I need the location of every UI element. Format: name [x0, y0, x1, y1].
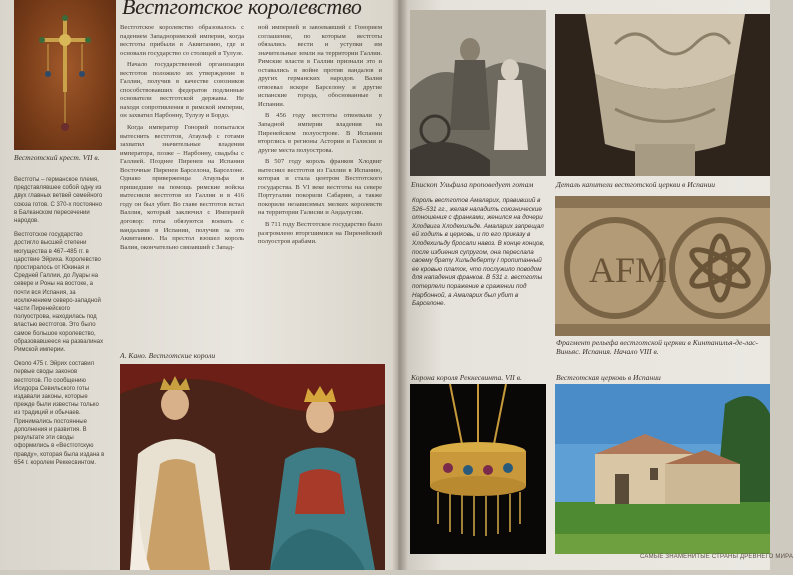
- crown-caption: Корона короля Реккесвинта. VII в.: [411, 373, 522, 382]
- body-paragraph: В 507 году король франков Хлодвиг вытеснил вестготов из Галлии в Испанию, которая и стала центром Вестготского государства. В VI веке вестготы на севере Португалии покорили Сабарию, а также покорили независимых мелких королевств на территории Галисии и Андалусии.: [258, 158, 382, 217]
- sidebar-paragraph: Вестготы – германское племя, представлявшее собой одну из двух главных ветвей семейного союза готов. С 370-х постоянно в Балканском пересечении народов.: [14, 177, 103, 225]
- church-caption: Вестготская церковь в Испании: [556, 373, 661, 382]
- page-title: Вестготское королевство: [122, 0, 362, 19]
- sidebar-paragraph: Около 475 г. Эйрих составил первые своды законов вестготов. По сообщению Исидора Севильского готы издавали законы, которые прежде были известны только из традиций и обычаев. Принимались постоянные дополнения и развития. В результате эти своды оформились в «Вестготскую правду», которая была издана в 654 г. королем Реккесвинтом.: [14, 361, 105, 466]
- capital-photo: [555, 14, 770, 176]
- visigothic-cross-photo: [14, 0, 116, 150]
- visigothic-church-photo: [555, 384, 770, 554]
- cross-icon: [14, 0, 116, 150]
- kings-illustration: [120, 364, 385, 570]
- church-illustration: [555, 384, 770, 554]
- capital-caption: Деталь капители вестготской церкви в Испании: [556, 180, 716, 189]
- ulfila-caption: Епископ Ульфила проповедует готам: [411, 180, 534, 189]
- body-paragraph: В 456 году вестготы отвоевали у Западной империи владения на Пиренейском полуострове. В Испании вторглись в регионы Астории и Галисии и другие места полуострова.: [258, 112, 382, 154]
- body-paragraph: Вестготское королевство образовалось с падением Западноримской империи, когда вестготы прибыли в Аквитанию, где и основали государство со столицей в Тулузе.: [120, 24, 244, 57]
- ulfila-illustration: [410, 10, 546, 176]
- sidebar-text: [14, 176, 106, 473]
- body-column-2: [258, 24, 382, 247]
- body-paragraph: Когда император Гонорий попытался вытеснить вестготов, Атаульф с готами захватил значительные владения императора, позже – Нарбонну, свадьбы с Галлией. Позднее Пиренеи на Испании Восточные Пиренеи Барселона, Барселоне. Однако приверженцы Атаульфа и пришедшие на помощь римские войска вытеснили вестготов из Галлии и в 416 году он был убит. Во главе вестготов встал Валлия, который заключил с Империей договор: готы обязуются воевать с вандалами в Испании, получив за это Аквитанию. На престол взошел король Валия, окончательно связавший с Запад-: [120, 124, 244, 251]
- ulfila-preaching-photo: [410, 10, 546, 176]
- relief-photo: [555, 196, 770, 336]
- visigothic-kings-painting: [120, 364, 385, 570]
- crown-icon: [410, 384, 546, 554]
- footer-series-title: САМЫЕ ЗНАМЕНИТЫЕ СТРАНЫ ДРЕВНЕГО МИРА: [640, 554, 793, 560]
- cross-caption: Вестготский крест. VII в.: [14, 153, 100, 162]
- body-paragraph: Начало государственной организации вестготов положило их утверждение в Галлии, получив в качестве союзников способствовавших федератов подлинные основатели вестготской державы. Не находя сопротивления в римской империи, он захватил Нарбонну, Тулузу и Бордо.: [120, 61, 244, 120]
- kings-caption: А. Кано. Вестготские короли: [120, 351, 216, 360]
- body-column-1: [120, 24, 244, 252]
- reccesvinth-crown-photo: [410, 384, 546, 554]
- sidebar-paragraph: Вестготское государство достигло высшей степени могущества в 467–485 гг. в царствие Эйриха. Королевство простиралось от Юкиная и Средней Галлии, до Луары на севере и Роны на востоке, а почти вся Испания, за исключением северо-западной части Пиренейского полуострова, находилась под властью вестготов. Это было самое большое королевство, образовавшееся на развалинах Римской империи.: [14, 232, 104, 354]
- relief-monogram: AFM: [589, 250, 668, 290]
- book-spine-shadow: [392, 0, 408, 570]
- relief-caption: Фрагмент рельефа вестготской церкви в Кинтанилья-де-лас-Виньяс. Испания. Начало VIII в.: [556, 338, 759, 356]
- capital-illustration: [555, 14, 770, 176]
- body-paragraph: ной империей и завоевавший с Гонорием соглашение, по которым вестготы обязались вести и уступки им значительные земли на территории Галлии. Римские власти в Галлии признали это и оставались в войне против вандалов и других германских народов. Валия отвоевал вскоре Барселону и другие испанские города, обоснованные в Испании.: [258, 24, 382, 108]
- relief-illustration: [555, 196, 770, 336]
- amalaric-text: Король вестготов Амаларих, правивший в 526–531 гг., желая наладить союзнические отношения с франками, женился на дочери Хлодвига Хлодехильде. Амаларих запрещал ей ходить в церковь, и по его приказу в Хлодехильду бросали навоз. В конце концов, после избиения супругом, она переслала своему брату Хильдеберту I пропитанный ее кровью платок, что послужило поводом для нападения франков. В 531 г. вестготы потерпели поражение в сражении под Нарбонной, а Амаларих был убит в Барселоне.: [412, 197, 545, 308]
- body-paragraph: В 711 году Вестготское государство было разгромлено вторгшимися на Пиренейский полуостров арабами.: [258, 221, 382, 246]
